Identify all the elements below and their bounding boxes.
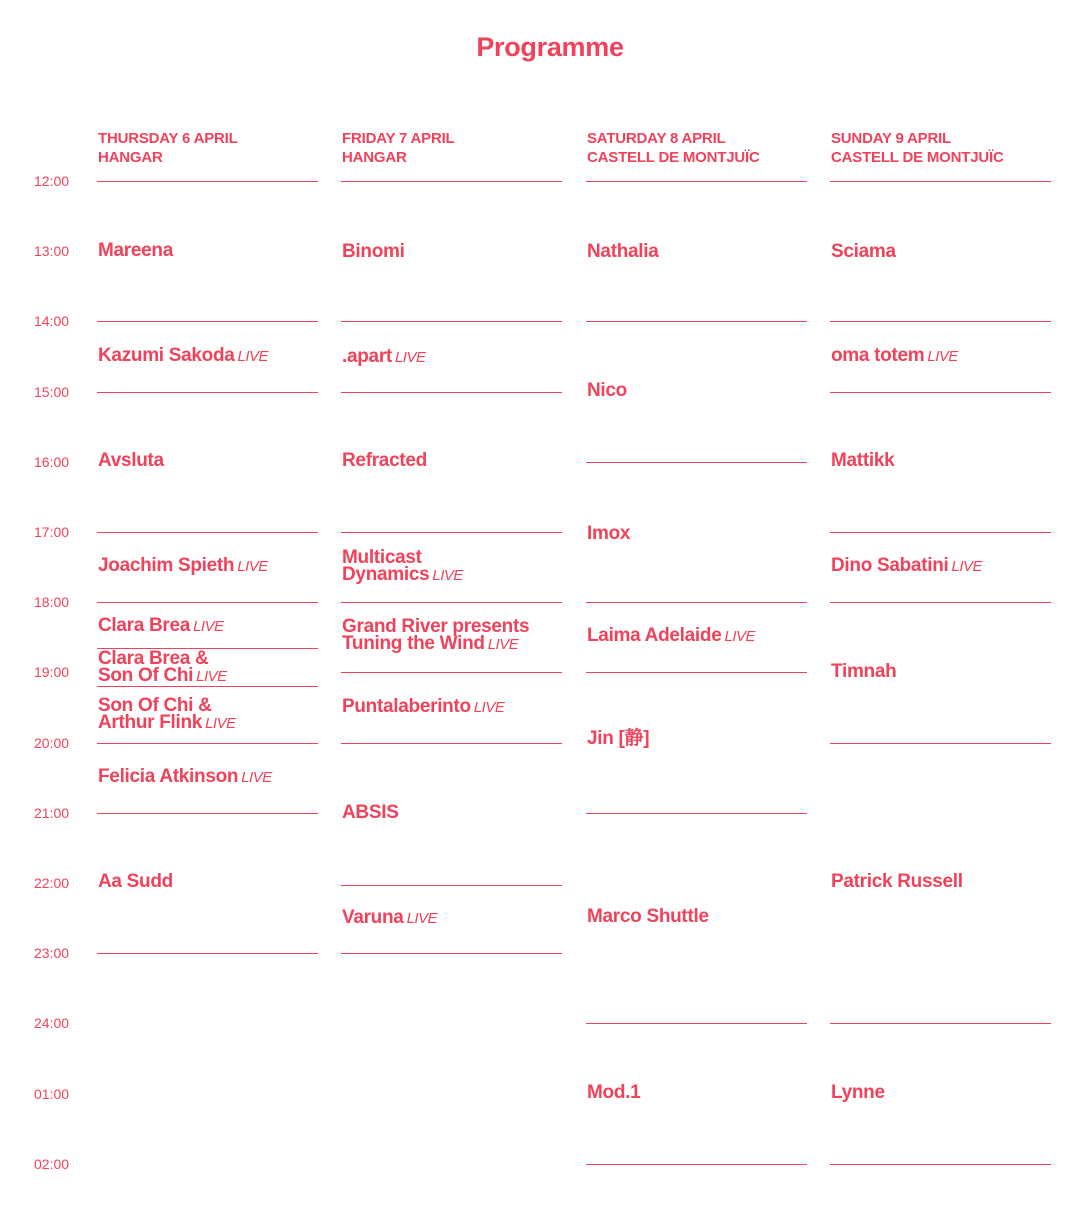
artist-slot bbox=[342, 243, 405, 260]
slot-divider bbox=[586, 813, 807, 814]
live-tag: LIVE bbox=[205, 715, 236, 732]
slot-divider bbox=[830, 743, 1051, 744]
artist-slot bbox=[587, 627, 755, 645]
slot-divider bbox=[341, 743, 562, 744]
live-tag: LIVE bbox=[196, 668, 227, 685]
artist-name bbox=[342, 566, 463, 584]
live-tag: LIVE bbox=[241, 769, 272, 786]
day-header bbox=[342, 129, 455, 167]
artist-name bbox=[98, 557, 268, 575]
live-tag: LIVE bbox=[406, 910, 438, 927]
artist-name-text: Multicast bbox=[342, 547, 422, 568]
artist-slot bbox=[342, 549, 463, 584]
artist-name bbox=[342, 243, 405, 260]
artist-name-text: Tuning the Wind bbox=[342, 633, 485, 654]
artist-name bbox=[342, 909, 437, 927]
artist-name bbox=[587, 627, 755, 645]
artist-name bbox=[831, 873, 963, 890]
time-label: 22:00 bbox=[34, 875, 70, 891]
artist-name-text: Dynamics bbox=[342, 564, 430, 585]
artist-name bbox=[831, 663, 896, 680]
artist-name-text: Binomi bbox=[342, 241, 405, 262]
artist-slot bbox=[98, 617, 224, 635]
artist-slot bbox=[342, 348, 425, 366]
slot-divider bbox=[586, 321, 807, 322]
artist-name-text: Son Of Chi & bbox=[98, 695, 212, 716]
page-title: Programme bbox=[476, 32, 624, 62]
artist-slot bbox=[831, 347, 958, 365]
live-tag: LIVE bbox=[432, 567, 463, 584]
artist-name-text: Nathalia bbox=[587, 241, 659, 262]
artist-name bbox=[587, 525, 630, 542]
slot-divider bbox=[97, 181, 318, 182]
artist-name-text: Marco Shuttle bbox=[587, 906, 709, 927]
artist-slot bbox=[587, 908, 709, 925]
live-tag: LIVE bbox=[193, 618, 224, 635]
time-label: 01:00 bbox=[34, 1085, 70, 1102]
artist-slot bbox=[831, 1084, 885, 1101]
artist-slot bbox=[587, 382, 627, 399]
artist-name bbox=[98, 873, 173, 890]
artist-name-text: .apart bbox=[342, 346, 392, 367]
artist-slot bbox=[98, 347, 268, 365]
artist-name bbox=[98, 452, 164, 469]
artist-name-text: Nico bbox=[587, 380, 627, 401]
artist-name-text: Imox bbox=[587, 523, 631, 544]
artist-slot bbox=[831, 243, 896, 260]
artist-name-text: Joachim Spieth bbox=[98, 555, 235, 576]
artist-name-text: Puntalaberinto bbox=[342, 696, 471, 717]
time-label: 19:00 bbox=[34, 664, 70, 681]
slot-divider bbox=[586, 1164, 807, 1165]
artist-name-text: Mareena bbox=[98, 240, 173, 261]
slot-divider bbox=[97, 743, 318, 744]
live-tag: LIVE bbox=[394, 349, 426, 366]
slot-divider bbox=[341, 392, 562, 393]
slot-divider bbox=[830, 1023, 1051, 1024]
artist-name-text: Mattikk bbox=[831, 450, 895, 471]
time-label: 12:00 bbox=[34, 173, 70, 189]
slot-divider bbox=[341, 532, 562, 533]
slot-divider bbox=[830, 392, 1051, 393]
slot-divider bbox=[830, 181, 1051, 182]
artist-name bbox=[587, 243, 659, 260]
artist-slot bbox=[342, 909, 437, 927]
artist-name-text: Clara Brea bbox=[98, 615, 191, 636]
artist-name bbox=[587, 1084, 640, 1101]
slot-divider bbox=[97, 602, 318, 603]
day-venue: HANGAR bbox=[98, 149, 163, 166]
artist-name bbox=[98, 768, 272, 786]
artist-slot bbox=[98, 557, 268, 575]
slot-divider bbox=[586, 462, 807, 463]
live-tag: LIVE bbox=[951, 558, 983, 575]
day-date: FRIDAY 7 APRIL bbox=[342, 130, 455, 147]
artist-name-text: oma totem bbox=[831, 345, 925, 366]
artist-name bbox=[342, 452, 427, 469]
artist-slot bbox=[587, 1084, 640, 1101]
artist-name bbox=[587, 908, 709, 925]
day-header bbox=[98, 129, 238, 167]
artist-name-text: Laima Adelaide bbox=[587, 625, 722, 646]
artist-slot bbox=[342, 452, 427, 469]
artist-name-text: Lynne bbox=[831, 1082, 885, 1103]
slot-divider bbox=[341, 602, 562, 603]
slot-divider bbox=[830, 1164, 1051, 1165]
artist-slot bbox=[831, 452, 894, 469]
slot-divider bbox=[830, 321, 1051, 322]
artist-slot bbox=[98, 452, 164, 469]
artist-slot bbox=[98, 650, 227, 685]
time-label: 18:00 bbox=[34, 594, 70, 611]
artist-slot bbox=[98, 768, 272, 786]
day-venue: HANGAR bbox=[342, 149, 407, 166]
artist-name bbox=[342, 804, 399, 821]
artist-slot bbox=[98, 873, 173, 890]
slot-divider bbox=[97, 321, 318, 322]
artist-slot bbox=[98, 242, 173, 259]
artist-name-text: Son Of Chi bbox=[98, 665, 194, 686]
artist-slot bbox=[587, 525, 630, 542]
artist-name bbox=[831, 243, 896, 260]
artist-name bbox=[342, 698, 504, 716]
slot-divider bbox=[341, 672, 562, 673]
slot-divider bbox=[586, 602, 807, 603]
artist-name bbox=[98, 714, 236, 732]
slot-divider bbox=[586, 1023, 807, 1024]
artist-name bbox=[831, 557, 982, 575]
artist-name-text: Refracted bbox=[342, 450, 427, 471]
artist-slot bbox=[831, 557, 982, 575]
artist-name-text: Kazumi Sakoda bbox=[98, 345, 235, 366]
live-tag: LIVE bbox=[724, 628, 756, 645]
artist-name-text: Dino Sabatini bbox=[831, 555, 949, 576]
artist-name-text: Avsluta bbox=[98, 450, 164, 471]
time-label: 02:00 bbox=[34, 1155, 70, 1172]
artist-name-text: ABSIS bbox=[342, 802, 399, 823]
time-label: 20:00 bbox=[34, 734, 70, 751]
slot-divider bbox=[97, 532, 318, 533]
live-tag: LIVE bbox=[237, 348, 269, 365]
day-date: SATURDAY 8 APRIL bbox=[587, 130, 726, 147]
artist-slot bbox=[587, 243, 659, 260]
time-label: 24:00 bbox=[34, 1015, 70, 1032]
artist-name bbox=[587, 730, 649, 747]
artist-name-text: Aa Sudd bbox=[98, 871, 173, 892]
artist-name-text: Jin [静] bbox=[587, 728, 650, 749]
day-venue: CASTELL DE MONTJUÏC bbox=[831, 149, 1004, 166]
day-header bbox=[587, 129, 760, 167]
day-venue: CASTELL DE MONTJUÏC bbox=[587, 149, 760, 166]
artist-name bbox=[342, 635, 529, 653]
slot-divider bbox=[97, 953, 318, 954]
slot-divider bbox=[830, 532, 1051, 533]
slot-divider bbox=[586, 672, 807, 673]
artist-name-text: Felicia Atkinson bbox=[98, 766, 239, 787]
artist-slot bbox=[831, 663, 896, 680]
slot-divider bbox=[830, 602, 1051, 603]
time-label: 21:00 bbox=[34, 804, 70, 821]
artist-slot bbox=[831, 873, 963, 890]
slot-divider bbox=[97, 392, 318, 393]
artist-slot bbox=[342, 618, 529, 653]
artist-slot bbox=[342, 804, 399, 821]
live-tag: LIVE bbox=[237, 558, 268, 575]
artist-slot bbox=[98, 697, 236, 732]
slot-divider bbox=[341, 953, 562, 954]
artist-name bbox=[831, 347, 958, 365]
artist-name-text: Arthur Flink bbox=[98, 712, 203, 733]
artist-name bbox=[98, 667, 227, 685]
live-tag: LIVE bbox=[927, 348, 958, 365]
artist-name bbox=[831, 452, 894, 469]
live-tag: LIVE bbox=[473, 699, 505, 716]
artist-name-text: Grand River presents bbox=[342, 616, 530, 637]
artist-name-text: Sciama bbox=[831, 241, 896, 262]
artist-name-text: Timnah bbox=[831, 661, 897, 682]
day-header bbox=[831, 129, 1004, 167]
artist-slot bbox=[342, 698, 504, 716]
artist-name bbox=[342, 348, 425, 366]
time-label: 14:00 bbox=[34, 313, 70, 330]
slot-divider bbox=[97, 686, 318, 687]
artist-name-text: Patrick Russell bbox=[831, 871, 963, 892]
artist-name bbox=[98, 347, 268, 365]
slot-divider bbox=[341, 181, 562, 182]
time-label: 17:00 bbox=[34, 524, 70, 540]
time-label: 23:00 bbox=[34, 945, 70, 962]
slot-divider bbox=[586, 181, 807, 182]
day-date: THURSDAY 6 APRIL bbox=[98, 130, 238, 147]
live-tag: LIVE bbox=[487, 636, 519, 653]
artist-name bbox=[98, 242, 173, 259]
time-label: 16:00 bbox=[34, 453, 70, 470]
artist-name-text: Varuna bbox=[342, 907, 404, 928]
time-label: 15:00 bbox=[34, 383, 70, 400]
slot-divider bbox=[341, 321, 562, 322]
artist-name bbox=[587, 382, 627, 399]
day-date: SUNDAY 9 APRIL bbox=[831, 130, 952, 147]
slot-divider bbox=[97, 813, 318, 814]
artist-name-text: Mod.1 bbox=[587, 1082, 641, 1103]
artist-name bbox=[98, 617, 224, 635]
artist-slot bbox=[587, 730, 649, 747]
artist-name-text: Clara Brea & bbox=[98, 648, 209, 669]
time-label: 13:00 bbox=[34, 243, 70, 260]
slot-divider bbox=[341, 885, 562, 886]
artist-name bbox=[831, 1084, 885, 1101]
